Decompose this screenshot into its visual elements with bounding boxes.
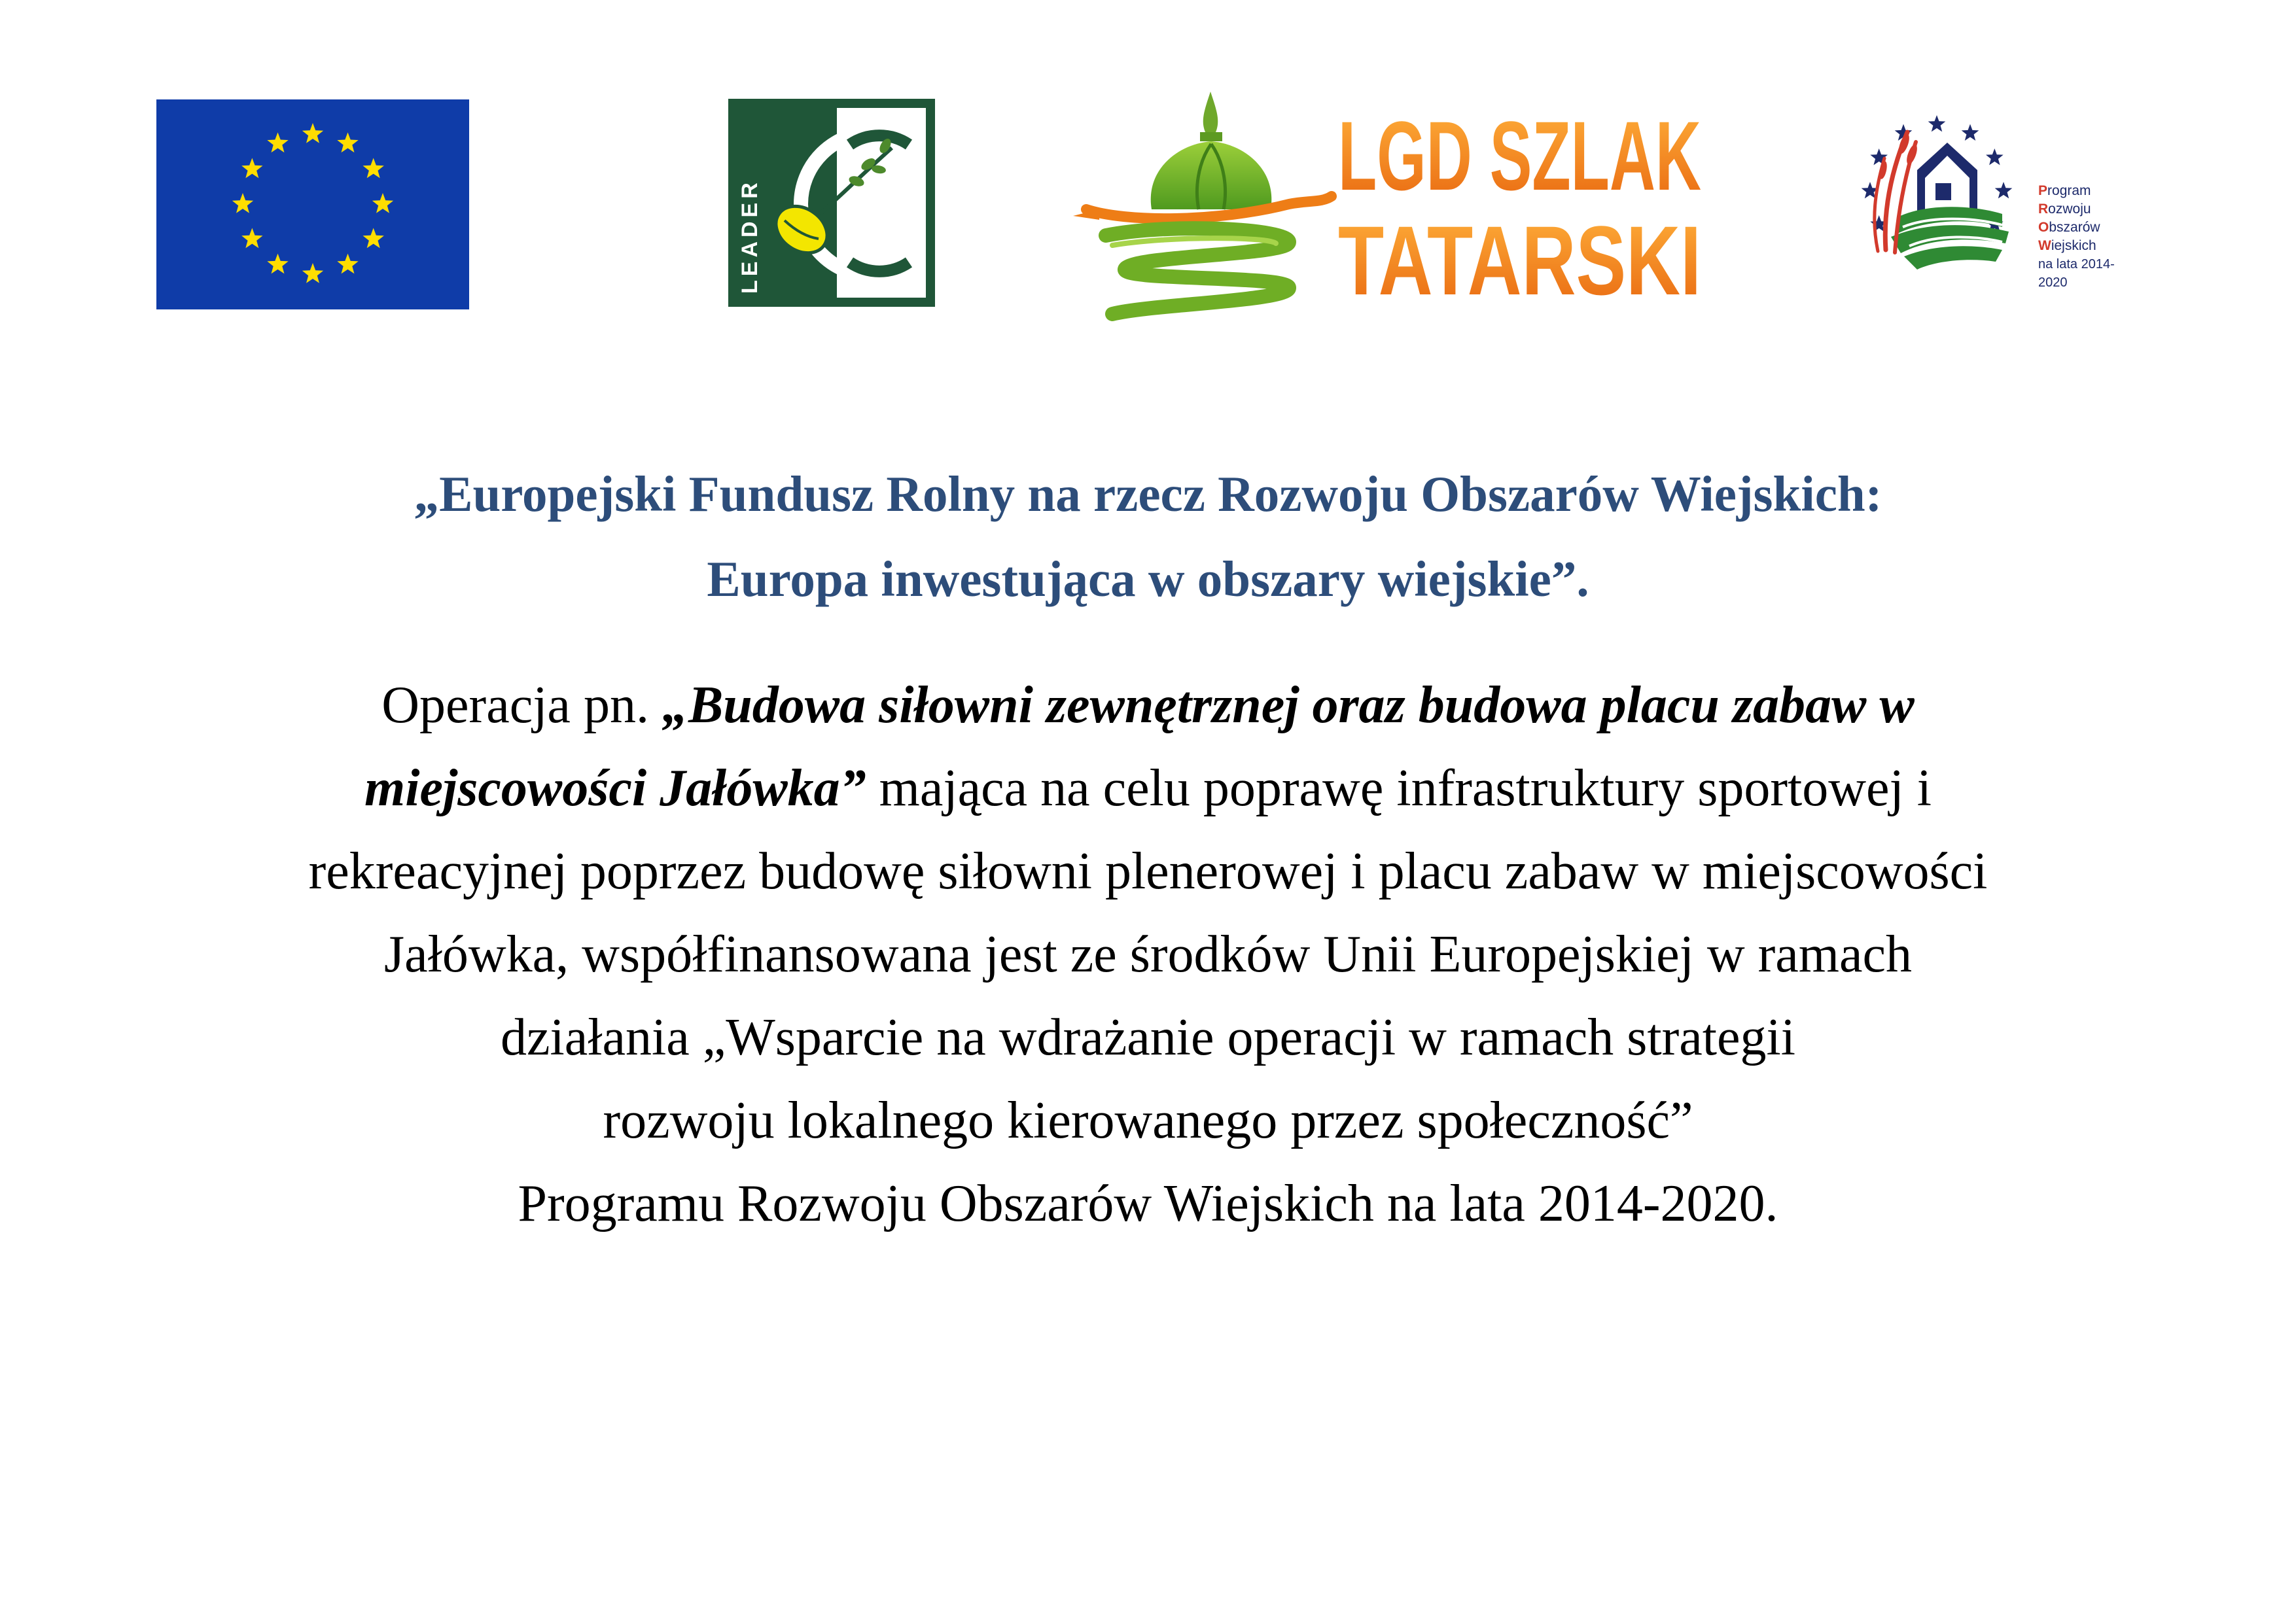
prow-logo-icon (1839, 113, 2140, 289)
star-icon (1995, 182, 2013, 198)
operation-title: „Budowa siłowni zewnętrznej oraz budowa placu zabaw w (662, 676, 1915, 734)
prow-line: Program (2038, 183, 2091, 198)
prow-line: Obszarów (2038, 220, 2100, 235)
lgd-szlak-tatarski-icon (1073, 92, 1708, 322)
prow-line: Rozwoju (2038, 201, 2091, 217)
lgd-logo-line1: LGD SZLAK (1338, 101, 1701, 211)
headline-line-1: „Europejski Fundusz Rolny na rzecz Rozwoju Obszarów Wiejskich: (414, 466, 1882, 522)
operation-title-cont: miejscowości Jałówka” (364, 759, 866, 817)
prow-line: Wiejskich (2038, 238, 2096, 253)
eu-flag-icon (156, 99, 469, 309)
lgd-logo-line2: TATARSKI (1338, 205, 1701, 315)
body-line-1: Operacja pn. „Budowa siłowni zewnętrznej oraz budowa placu zabaw w (381, 676, 1915, 734)
body-line-2: miejscowości Jałówka” mająca na celu poprawę infrastruktury sportowej i (364, 759, 1932, 817)
star-icon (1986, 148, 2004, 165)
star-icon (1962, 124, 1979, 141)
prow-years: na lata 2014-2020 (2038, 257, 2115, 290)
body-line-4: Jałówka, współfinansowana jest ze środków Unii Europejskiej w ramach (384, 926, 1912, 983)
leader-logo-icon (728, 99, 935, 307)
star-icon (1928, 115, 1946, 131)
headline (0, 451, 2296, 621)
leader-logo-text: LEADER (737, 179, 762, 294)
operation-description (0, 664, 2296, 1246)
body-line-6: rozwoju lokalnego kierowanego przez społeczność” (603, 1092, 1693, 1149)
body-line-7: Programu Rozwoju Obszarów Wiejskich na lata 2014-2020. (518, 1175, 1778, 1232)
body-line-5: działania „Wsparcie na wdrażanie operacji w ramach strategii (501, 1009, 1795, 1066)
body-line-3: rekreacyjnej poprzez budowę siłowni plenerowej i placu zabaw w miejscowości (308, 843, 1988, 900)
headline-line-2: Europa inwestująca w obszary wiejskie”. (707, 551, 1589, 607)
